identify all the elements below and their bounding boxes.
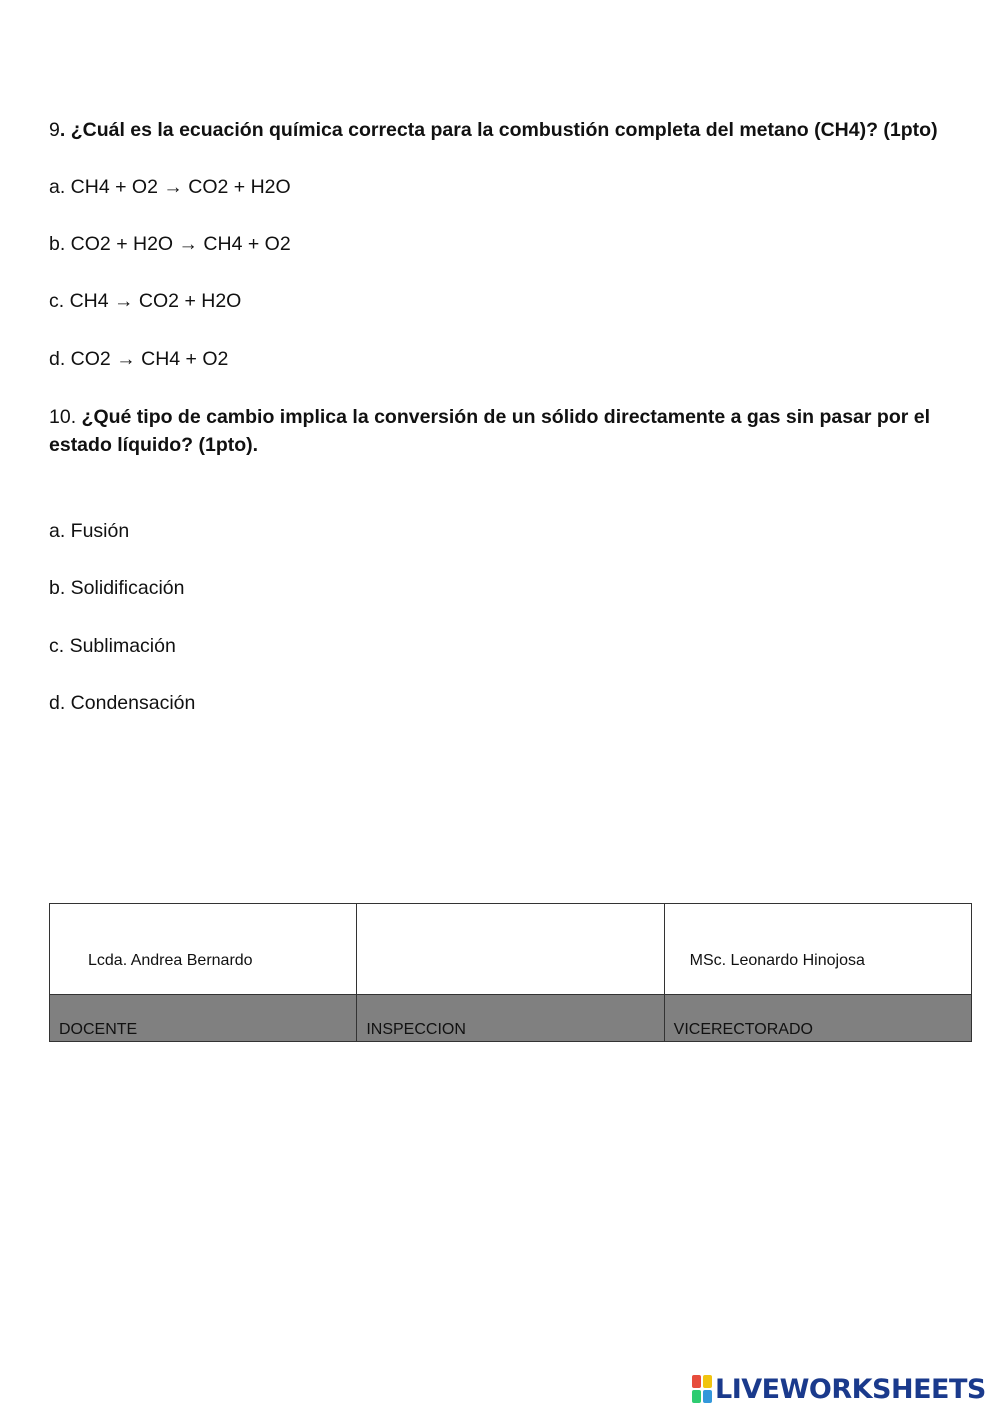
role-cell-docente — [50, 995, 357, 1042]
question-10-option-b[interactable]: b. Solidificación — [49, 577, 185, 599]
signature-names-row — [50, 904, 972, 995]
signature-table — [49, 903, 972, 1042]
role-cell-inspeccion — [357, 995, 664, 1042]
question-9-option-c[interactable]: c. CH4 → CO2 + H2O — [49, 290, 242, 312]
signature-roles-row — [50, 995, 972, 1042]
inspeccion-name — [357, 937, 663, 961]
question-9-option-b[interactable]: b. CO2 + H2O → CH4 + O2 — [49, 233, 291, 255]
question-9-number: 9 — [49, 119, 60, 141]
question-10-title — [49, 403, 979, 459]
question-10-text: ¿Qué tipo de cambio implica la conversión de un sólido directamente a gas sin pasar por el estado líquido? (1pto). — [49, 406, 931, 456]
liveworksheets-logo — [692, 1372, 986, 1406]
question-10-option-a[interactable]: a. Fusión — [49, 520, 130, 542]
liveworksheets-logo-text: LIVEWORKSHEETS — [715, 1373, 986, 1405]
role-cell-vicerectorado — [664, 995, 971, 1042]
role-vicerectorado: VICERECTORADO — [673, 1021, 813, 1038]
question-9-option-d[interactable]: d. CO2 → CH4 + O2 — [49, 348, 229, 370]
signature-cell-vicerectorado — [664, 904, 971, 995]
question-9-text: . ¿Cuál es la ecuación química correcta para la combustión completa del metano (CH4)? (1pto) — [59, 119, 938, 141]
vicerectorado-name: MSc. Leonardo Hinojosa — [689, 952, 865, 969]
signature-cell-docente — [50, 904, 357, 995]
question-9-title — [49, 116, 979, 144]
signature-cell-inspeccion — [357, 904, 664, 995]
question-10-number: 10. — [49, 406, 77, 428]
liveworksheets-logo-icon — [692, 1375, 712, 1403]
role-docente: DOCENTE — [59, 1021, 138, 1038]
question-10-option-d[interactable]: d. Condensación — [49, 692, 196, 714]
question-10-option-c[interactable]: c. Sublimación — [49, 635, 176, 657]
docente-name: Lcda. Andrea Bernardo — [88, 952, 253, 969]
question-9-option-a[interactable]: a. CH4 + O2 → CO2 + H2O — [49, 176, 291, 198]
role-inspeccion: INSPECCION — [366, 1021, 466, 1038]
